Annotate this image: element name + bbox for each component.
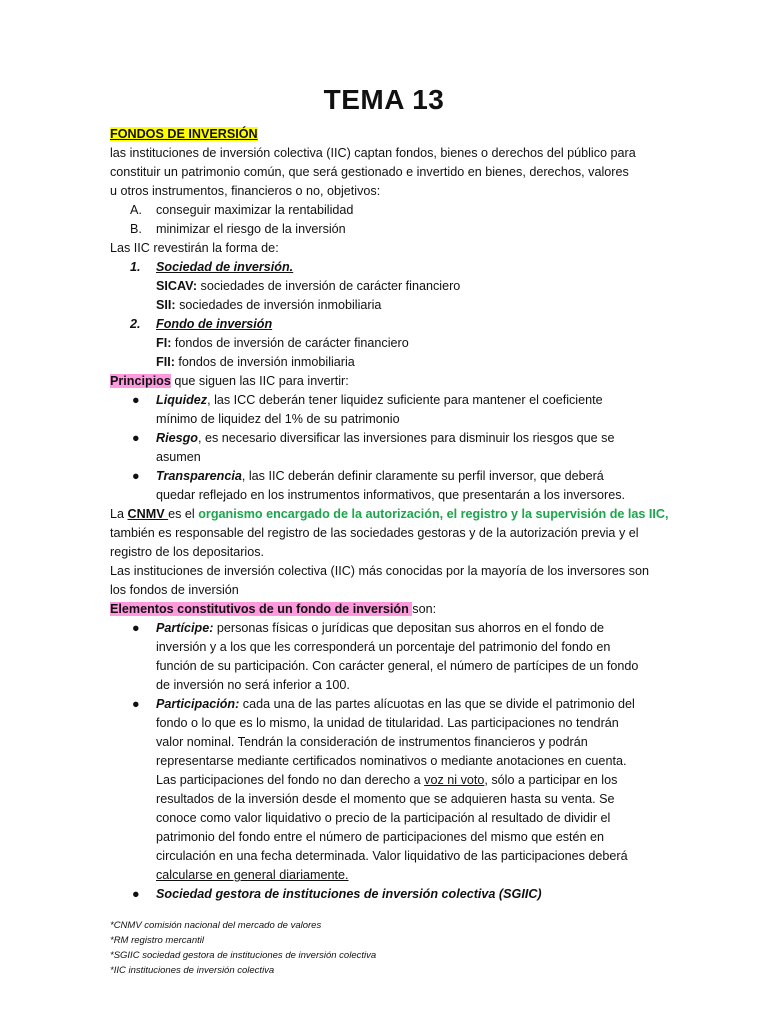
list-item-b (110, 220, 662, 239)
paragraph-line: constituir un patrimonio común, que será gestionado e invertido en bienes, derechos, valores (110, 165, 629, 179)
bullet-label: Sociedad gestora de instituciones de inversión colectiva (SGIIC) (156, 887, 542, 901)
paragraph-line: también es responsable del registro de las sociedades gestoras y de la autorización previa y el (110, 526, 639, 540)
bullet-text: , las ICC deberán tener liquidez suficiente para mantener el coeficiente (207, 393, 603, 407)
term-label: SICAV: (156, 279, 198, 293)
bullet-icon: ● (132, 431, 140, 445)
paragraph-line: u otros instrumentos, financieros o no, objetivos: (110, 184, 381, 198)
footnote: *IIC instituciones de inversión colectiva (110, 965, 275, 976)
text-run: La (110, 507, 128, 521)
bullet-label: Riesgo (156, 431, 198, 445)
bullet-participacion (110, 695, 662, 714)
list-marker: B. (130, 222, 142, 236)
list-marker: A. (130, 203, 142, 217)
term-text: fondos de inversión de carácter financiero (171, 336, 409, 350)
bullet-continuation: función de su participación. Con carácter general, el número de partícipes de un fondo (156, 659, 639, 673)
bullet-transparencia (110, 467, 662, 486)
bullet-continuation: quedar reflejado en los instrumentos informativos, que presentarán a los inversores. (156, 488, 626, 502)
list-text: conseguir maximizar la rentabilidad (156, 203, 354, 217)
bullet-icon: ● (132, 469, 140, 483)
heading-highlight: FONDOS DE INVERSIÓN (110, 127, 258, 141)
list-number: 1. (130, 260, 141, 274)
cnmv-term: CNMV (127, 507, 169, 521)
list-title: Fondo de inversión (156, 317, 273, 331)
bullet-continuation: de inversión no será inferior a 100. (156, 678, 350, 692)
numbered-item-1 (110, 258, 662, 277)
term-label: SII: (156, 298, 176, 312)
bullet-continuation: valor nominal. Tendrán la consideración de instrumentos financieros y podrán (156, 735, 588, 749)
definition-fi (110, 334, 662, 353)
list-number: 2. (130, 317, 141, 331)
bullet-liquidez (110, 391, 662, 410)
bullet-continuation: patrimonio del fondo entre el número de participaciones del mismo que estén en (156, 830, 605, 844)
heading-highlight: Principios (110, 374, 171, 388)
list-text: minimizar el riesgo de la inversión (156, 222, 346, 236)
bullet-sgiic (110, 885, 662, 904)
bullet-label: Liquidez (156, 393, 208, 407)
footnote: *CNMV comisión nacional del mercado de valores (110, 920, 322, 931)
bullet-label: Partícipe: (156, 621, 214, 635)
paragraph-line: los fondos de inversión (110, 583, 239, 597)
bullet-icon: ● (132, 887, 140, 901)
list-item-a (110, 201, 662, 220)
bullet-riesgo (110, 429, 662, 448)
page-title: TEMA 13 (323, 84, 445, 115)
section-heading-fondos (110, 125, 662, 144)
bullet-continuation: inversión y a los que les corresponderá un porcentaje del patrimonio del fondo en (156, 640, 611, 654)
heading-rest: son: (412, 602, 437, 616)
text-run: Las participaciones del fondo no dan derecho a (156, 773, 425, 787)
underlined-text: voz ni voto (424, 773, 485, 787)
term-text: fondos de inversión inmobiliaria (174, 355, 355, 369)
bullet-icon: ● (132, 621, 140, 635)
paragraph-line: registro de los depositarios. (110, 545, 265, 559)
paragraph-line: las instituciones de inversión colectiva (IIC) captan fondos, bienes o derechos del público para (110, 146, 636, 160)
definition-sii (110, 296, 662, 315)
principios-heading (110, 372, 662, 391)
bullet-label: Transparencia (156, 469, 242, 483)
bullet-participe (110, 619, 662, 638)
footnotes (110, 918, 670, 978)
term-text: sociedades de inversión de carácter financiero (197, 279, 461, 293)
bullet-icon: ● (132, 393, 140, 407)
numbered-item-2 (110, 315, 662, 334)
bullet-text: , es necesario diversificar las inversiones para disminuir los riesgos que se (198, 431, 615, 445)
bullet-continuation: resultados de la inversión desde el momento que se adquieren hasta su venta. Se (156, 792, 615, 806)
term-label: FII: (156, 355, 175, 369)
green-highlight-text: organismo encargado de la autorización, el registro y la supervisión de las IIC, (198, 507, 669, 521)
bullet-text: personas físicas o jurídicas que depositan sus ahorros en el fondo de (213, 621, 605, 635)
cnmv-line (110, 505, 669, 524)
footnote: *RM registro mercantil (110, 935, 204, 946)
term-text: sociedades de inversión inmobiliaria (175, 298, 382, 312)
list-title: Sociedad de inversión. (156, 260, 294, 274)
bullet-continuation: mínimo de liquidez del 1% de su patrimonio (156, 412, 400, 426)
bullet-continuation: asumen (156, 450, 201, 464)
bullet-continuation: fondo o lo que es lo mismo, la unidad de titularidad. Las participaciones no tendrán (156, 716, 619, 730)
text-run: , sólo a participar en los (484, 773, 618, 787)
bullet-continuation: circulación en una fecha determinada. Valor liquidativo de las participaciones deberá (156, 849, 628, 863)
bullet-continuation: conoce como valor liquidativo o precio de la participación al resultado de dividir el (156, 811, 611, 825)
bullet-label: Participación: (156, 697, 240, 711)
bullet-text: , las IIC deberán definir claramente su perfil inversor, que deberá (241, 469, 604, 483)
paragraph-line: Las instituciones de inversión colectiva (IIC) más conocidas por la mayoría de los inversores son (110, 564, 649, 578)
definition-fii (110, 353, 662, 372)
bullet-icon: ● (132, 697, 140, 711)
definition-sicav (110, 277, 662, 296)
document-body (110, 125, 669, 904)
underlined-text: calcularse en general diariamente. (156, 868, 349, 882)
bullet-continuation (110, 771, 662, 790)
bullet-continuation: representarse mediante certificados nominativos o mediante anotaciones en cuenta. (156, 754, 627, 768)
footnote: *SGIIC sociedad gestora de instituciones de inversión colectiva (110, 950, 377, 961)
paragraph-line: Las IIC revestirán la forma de: (110, 241, 279, 255)
heading-rest: que siguen las IIC para invertir: (170, 374, 349, 388)
elementos-heading (110, 600, 662, 619)
term-label: FI: (156, 336, 172, 350)
heading-highlight: Elementos constitutivos de un fondo de inversión (110, 602, 413, 616)
bullet-continuation (110, 866, 662, 885)
bullet-text: cada una de las partes alícuotas en las que se divide el patrimonio del (239, 697, 635, 711)
text-run: es el (168, 507, 199, 521)
